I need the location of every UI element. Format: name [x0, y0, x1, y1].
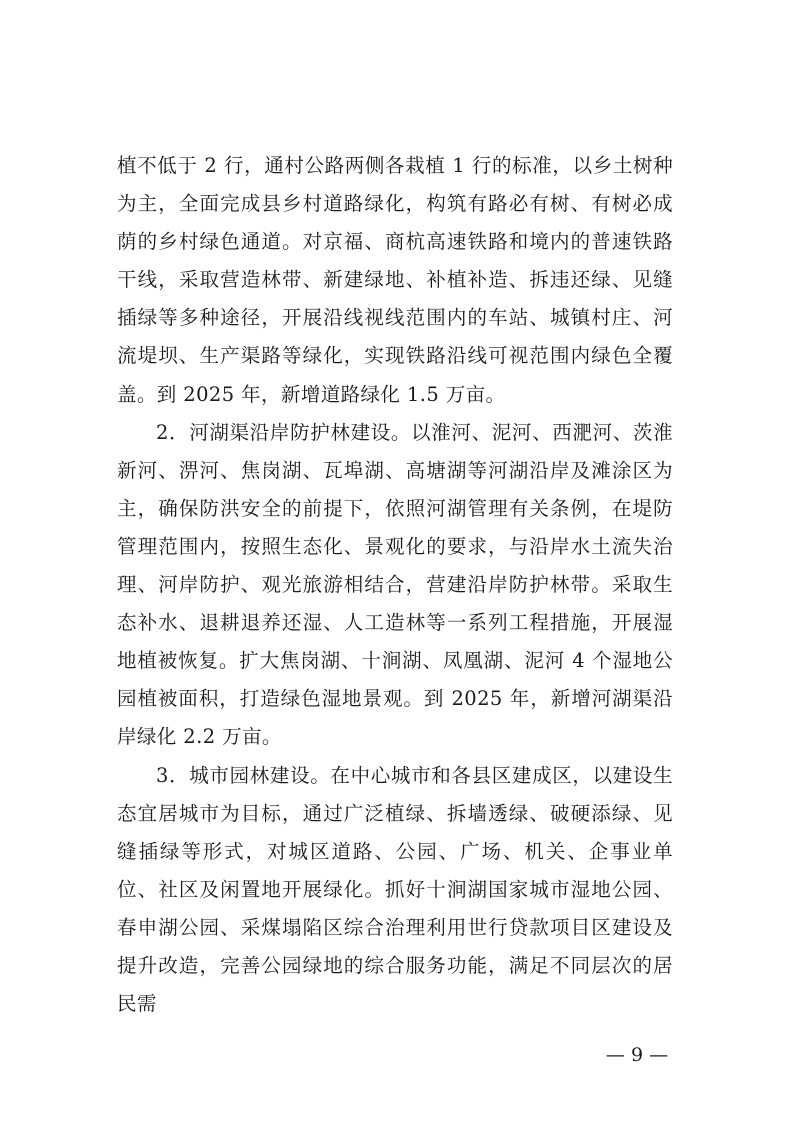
page-number: — 9 — — [605, 1044, 669, 1066]
paragraph-urban-landscaping: 3．城市园林建设。在中心城市和各县区建成区，以建设生态宜居城市为目标，通过广泛植绿、拆墙透绿、破硬添绿、见缝插绿等形式，对城区道路、公园、广场、机关、企事业单位、社区及闲置地开展绿化。抓好十涧湖国家城市湿地公园、春申湖公园、采煤塌陷区综合治理利用世行贷款项目区建设及提升改造，完善公园绿地的综合服务功能，满足不同层次的居民需 — [117, 763, 673, 1016]
body-text — [117, 147, 673, 1023]
paragraph-river-lake-shelterbelt: 2．河湖渠沿岸防护林建设。以淮河、泥河、西淝河、茨淮新河、淠河、焦岗湖、瓦埠湖、高塘湖等河湖沿岸及滩涂区为主，确保防洪安全的前提下，依照河湖管理有关条例，在堤防管理范围内，按照生态化、景观化的要求，与沿岸水土流失治理、河岸防护、观光旅游相结合，营建沿岸防护林带。采取生态补水、退耕退养还湿、人工造林等一系列工程措施，开展湿地植被恢复。扩大焦岗湖、十涧湖、凤凰湖、泥河 4 个湿地公园植被面积，打造绿色湿地景观。到 2025 年，新增河湖渠沿岸绿化 2.2 万亩。 — [117, 420, 673, 749]
paragraph-road-greening-continued: 植不低于 2 行，通村公路两侧各栽植 1 行的标准，以乡土树种为主，全面完成县乡村道路绿化，构筑有路必有树、有树必成荫的乡村绿色通道。对京福、商杭高速铁路和境内的普速铁路干线，采取营造林带、新建绿地、补植补造、拆违还绿、见缝插绿等多种途径，开展沿线视线范围内的车站、城镇村庄、河流堤坝、生产渠路等绿化，实现铁路沿线可视范围内绿色全覆盖。到 2025 年，新增道路绿化 1.5 万亩。 — [117, 154, 673, 406]
